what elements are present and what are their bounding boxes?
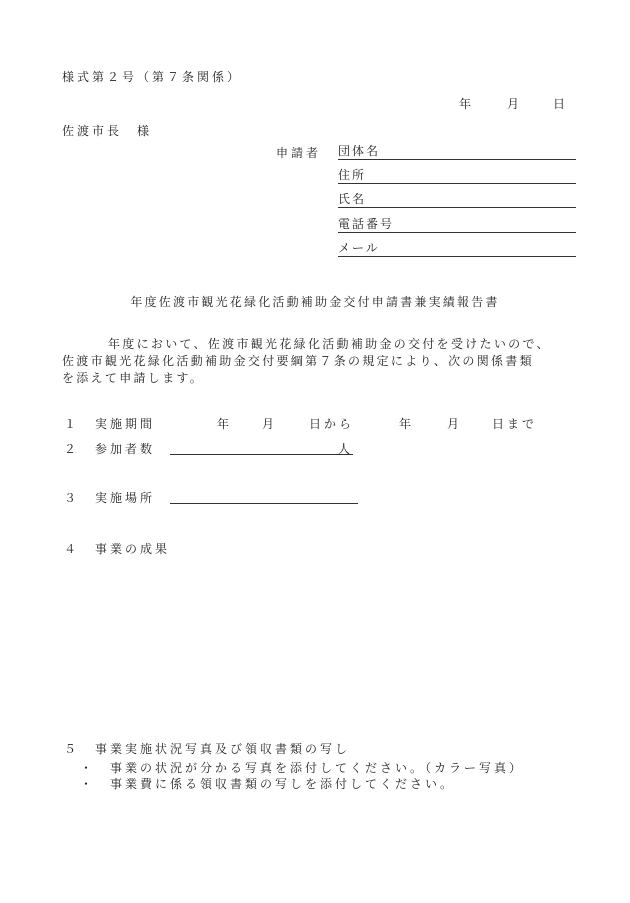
bullet-1: ・ xyxy=(80,761,93,775)
period-start-month[interactable]: 月 xyxy=(262,417,275,431)
intro-line-1: 年度において、佐渡市観光花緑化活動補助金の交付を受けたいので、 xyxy=(108,337,551,351)
item-1-label: 実施期間 xyxy=(95,417,156,431)
item-2-label: 参加者数 xyxy=(95,442,156,456)
name-label: 氏名 xyxy=(338,192,367,206)
addressee: 佐渡市長 様 xyxy=(62,124,153,138)
period-start-day[interactable]: 日から xyxy=(309,417,355,431)
applicant-phone-field[interactable] xyxy=(338,215,576,233)
item-5-number: ５ xyxy=(64,742,77,756)
form-number: 様式第２号（第７条関係） xyxy=(62,70,243,84)
location-input-line[interactable] xyxy=(170,503,358,504)
bullet-2: ・ xyxy=(80,777,93,791)
applicant-organization-field[interactable] xyxy=(338,142,576,160)
period-end-year[interactable]: 年 xyxy=(399,417,412,431)
document-title: 年度佐渡市観光花緑化活動補助金交付申請書兼実績報告書 xyxy=(130,295,500,309)
photos-note-1: 事業の状況が分かる写真を添付してください。（カラー写真） xyxy=(110,761,525,775)
participants-unit: 人 xyxy=(338,442,351,456)
participants-input-line[interactable] xyxy=(170,454,353,455)
date-year-label: 年 xyxy=(459,97,472,111)
intro-paragraph xyxy=(62,336,582,387)
address-label: 住所 xyxy=(338,168,367,182)
item-1-number: １ xyxy=(64,417,77,431)
date-day-label: 日 xyxy=(553,97,566,111)
period-start-year[interactable]: 年 xyxy=(217,417,230,431)
intro-line-2: 佐渡市観光花緑化活動補助金交付要綱第７条の規定により、次の関係書類 xyxy=(62,354,534,368)
item-3-label: 実施場所 xyxy=(95,491,156,505)
photos-note-2: 事業費に係る領収書類の写しを添付してください。 xyxy=(110,777,456,791)
organization-label: 団体名 xyxy=(338,144,381,158)
applicant-address-field[interactable] xyxy=(338,166,576,184)
applicant-label: 申請者 xyxy=(276,146,322,160)
item-3-number: ３ xyxy=(64,491,77,505)
item-2-number: ２ xyxy=(64,442,77,456)
item-4-label: 事業の成果 xyxy=(95,542,171,556)
email-label: メール xyxy=(338,241,380,255)
applicant-email-field[interactable] xyxy=(338,239,576,257)
applicant-name-field[interactable] xyxy=(338,190,576,208)
item-5-label: 事業実施状況写真及び領収書類の写し xyxy=(95,742,351,756)
intro-line-3: を添えて申請します。 xyxy=(62,371,205,385)
item-4-number: ４ xyxy=(64,542,77,556)
date-month-label: 月 xyxy=(507,97,520,111)
period-end-month[interactable]: 月 xyxy=(447,417,460,431)
phone-label: 電話番号 xyxy=(338,217,395,231)
period-end-day[interactable]: 日まで xyxy=(492,417,538,431)
